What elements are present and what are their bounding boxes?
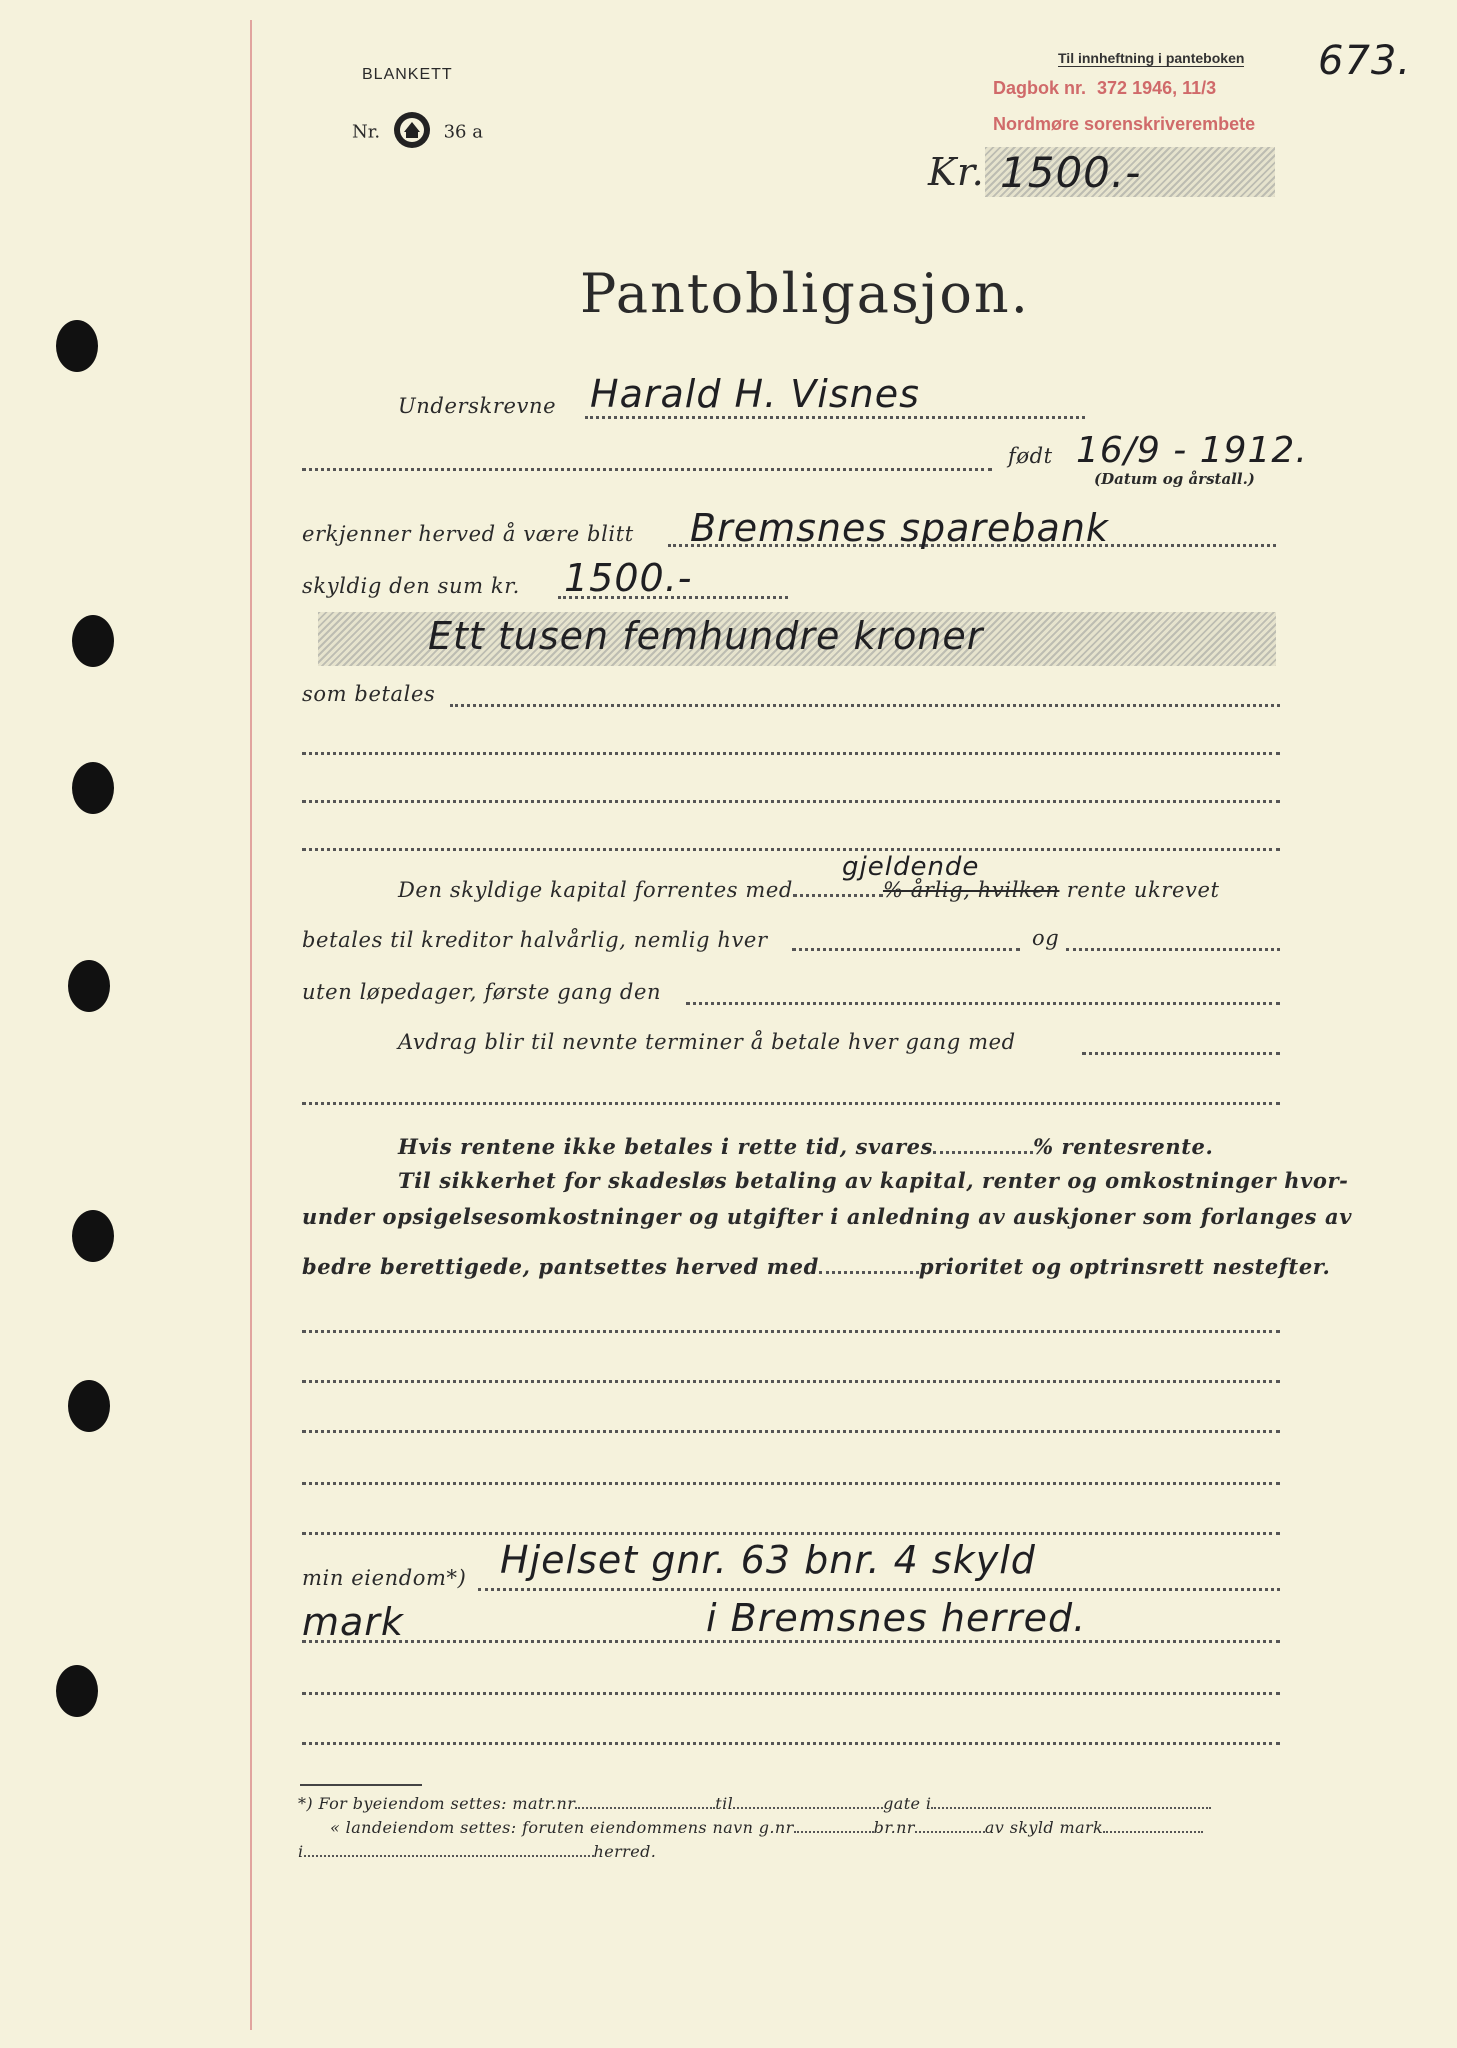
late-text-2: % rentesrente. bbox=[1033, 1134, 1214, 1159]
blank-line-3 bbox=[302, 1430, 1280, 1433]
creditor-value: Bremsnes sparebank bbox=[690, 506, 1109, 550]
punch-hole bbox=[68, 1380, 110, 1432]
form-number-label bbox=[352, 110, 483, 155]
interest-text-1: Den skyldige kapital forrentes med bbox=[398, 878, 793, 902]
footnote-1b: til bbox=[715, 1794, 734, 1813]
blank-line-4 bbox=[302, 1482, 1280, 1485]
footnote-line-3 bbox=[298, 1842, 656, 1861]
installment-text: Avdrag blir til nevnte terminer å betale hver gang med bbox=[398, 1030, 1016, 1054]
footnote-line-1 bbox=[298, 1794, 1211, 1813]
acknowledge-label: erkjenner herved å være blitt bbox=[302, 522, 634, 546]
punch-hole bbox=[68, 960, 110, 1012]
footnote-2b: br.nr bbox=[873, 1818, 915, 1837]
footnote-2a: « landeiendom settes: foruten eiendommens navn g.nr bbox=[330, 1818, 794, 1837]
nr-value: 36 a bbox=[443, 121, 483, 143]
nr-label: Nr. bbox=[352, 121, 381, 143]
punch-hole bbox=[56, 320, 98, 372]
property-line-4 bbox=[302, 1742, 1280, 1745]
property-label: min eiendom*) bbox=[302, 1566, 467, 1590]
halfyear-line-1 bbox=[792, 948, 1020, 951]
stamp-line-1: Til innheftning i panteboken bbox=[1058, 50, 1245, 66]
born-label: født bbox=[1008, 444, 1053, 468]
halfyear-text-2: og bbox=[1032, 926, 1060, 950]
amount-label: Kr. bbox=[928, 150, 985, 194]
halfyear-line-2 bbox=[1066, 948, 1280, 951]
interest-dots bbox=[793, 894, 883, 897]
security-text-1: Til sikkerhet for skadesløs betaling av kapital, renter og omkostninger hvor- bbox=[398, 1168, 1349, 1193]
footnote-1c: gate i bbox=[883, 1794, 932, 1813]
page-number: 673. bbox=[1318, 38, 1412, 84]
late-text bbox=[398, 1134, 1213, 1159]
interest-text-3: rente ukrevet bbox=[1066, 878, 1220, 902]
late-dots bbox=[933, 1151, 1033, 1154]
margin-line bbox=[250, 20, 252, 2030]
footnote-2c: av skyld mark bbox=[984, 1818, 1104, 1837]
amount-value: 1500.- bbox=[1000, 148, 1142, 197]
interest-text bbox=[398, 878, 1220, 902]
payable-line-4 bbox=[302, 848, 1280, 851]
born-value: 16/9 - 1912. bbox=[1076, 430, 1308, 471]
footnote-line-2 bbox=[330, 1818, 1203, 1837]
stamp-office: Nordmøre sorenskriverembete bbox=[993, 114, 1256, 134]
installment-line-1 bbox=[1082, 1052, 1280, 1055]
property-value-1: Hjelset gnr. 63 bnr. 4 skyld bbox=[500, 1538, 1036, 1582]
born-hint: (Datum og årstall.) bbox=[1094, 470, 1255, 488]
property-value-2a: mark bbox=[302, 1600, 404, 1644]
dagbok-value: 372 1946, 11/3 bbox=[1097, 78, 1217, 98]
punch-hole bbox=[72, 762, 114, 814]
undersigned-label: Underskrevne bbox=[398, 394, 557, 418]
born-line bbox=[302, 468, 992, 471]
footnote-3a: i bbox=[298, 1842, 304, 1861]
property-value-2b: i Bremsnes herred. bbox=[706, 1596, 1087, 1640]
blank-line-5 bbox=[302, 1532, 1280, 1535]
priority-dots bbox=[819, 1271, 919, 1274]
page-title: Pantobligasjon. bbox=[580, 262, 1030, 325]
payable-line-3 bbox=[302, 800, 1280, 803]
seal-icon bbox=[392, 110, 432, 155]
undersigned-value: Harald H. Visnes bbox=[590, 372, 920, 416]
first-payment-line bbox=[686, 1002, 1280, 1005]
payable-label: som betales bbox=[302, 682, 436, 706]
footnote-rule bbox=[300, 1784, 422, 1786]
property-line-3 bbox=[302, 1692, 1280, 1695]
security-text-2: under opsigelsesomkostninger og utgifter i anledning av auskjoner som forlanges av bbox=[302, 1204, 1352, 1229]
blank-line-1 bbox=[302, 1330, 1280, 1333]
property-line-1 bbox=[478, 1588, 1280, 1591]
owe-value: 1500.- bbox=[564, 556, 693, 600]
halfyear-text-1: betales til kreditor halvårlig, nemlig hver bbox=[302, 928, 768, 952]
punch-hole bbox=[72, 615, 114, 667]
undersigned-line bbox=[585, 416, 1085, 419]
dagbok-label: Dagbok nr. bbox=[993, 78, 1087, 98]
owe-label: skyldig den sum kr. bbox=[302, 574, 520, 598]
amount-words: Ett tusen femhundre kroner bbox=[428, 614, 984, 658]
stamp-dagbok bbox=[993, 78, 1216, 99]
security-text-3b: prioritet og optrinsrett nestefter. bbox=[918, 1254, 1331, 1279]
punch-hole bbox=[72, 1210, 114, 1262]
interest-value: gjeldende bbox=[842, 852, 980, 882]
punch-hole bbox=[56, 1665, 98, 1717]
late-text-1: Hvis rentene ikke betales i rette tid, svares bbox=[398, 1134, 934, 1159]
interest-text-2: % årlig, hvilken bbox=[882, 878, 1060, 902]
first-payment-text: uten løpedager, første gang den bbox=[302, 980, 662, 1004]
blank-line-2 bbox=[302, 1380, 1280, 1383]
footnote-1a: *) For byeiendom settes: matr.nr bbox=[298, 1794, 576, 1813]
footnote-3b: herred. bbox=[593, 1842, 657, 1861]
property-line-2 bbox=[302, 1640, 1280, 1643]
installment-line-2 bbox=[302, 1102, 1280, 1105]
payable-line-2 bbox=[302, 752, 1280, 755]
security-text-3a: bedre berettigede, pantsettes herved med bbox=[302, 1254, 819, 1279]
blankett-label: BLANKETT bbox=[362, 66, 453, 83]
payable-line-1 bbox=[450, 704, 1280, 707]
security-text-3 bbox=[302, 1254, 1330, 1279]
